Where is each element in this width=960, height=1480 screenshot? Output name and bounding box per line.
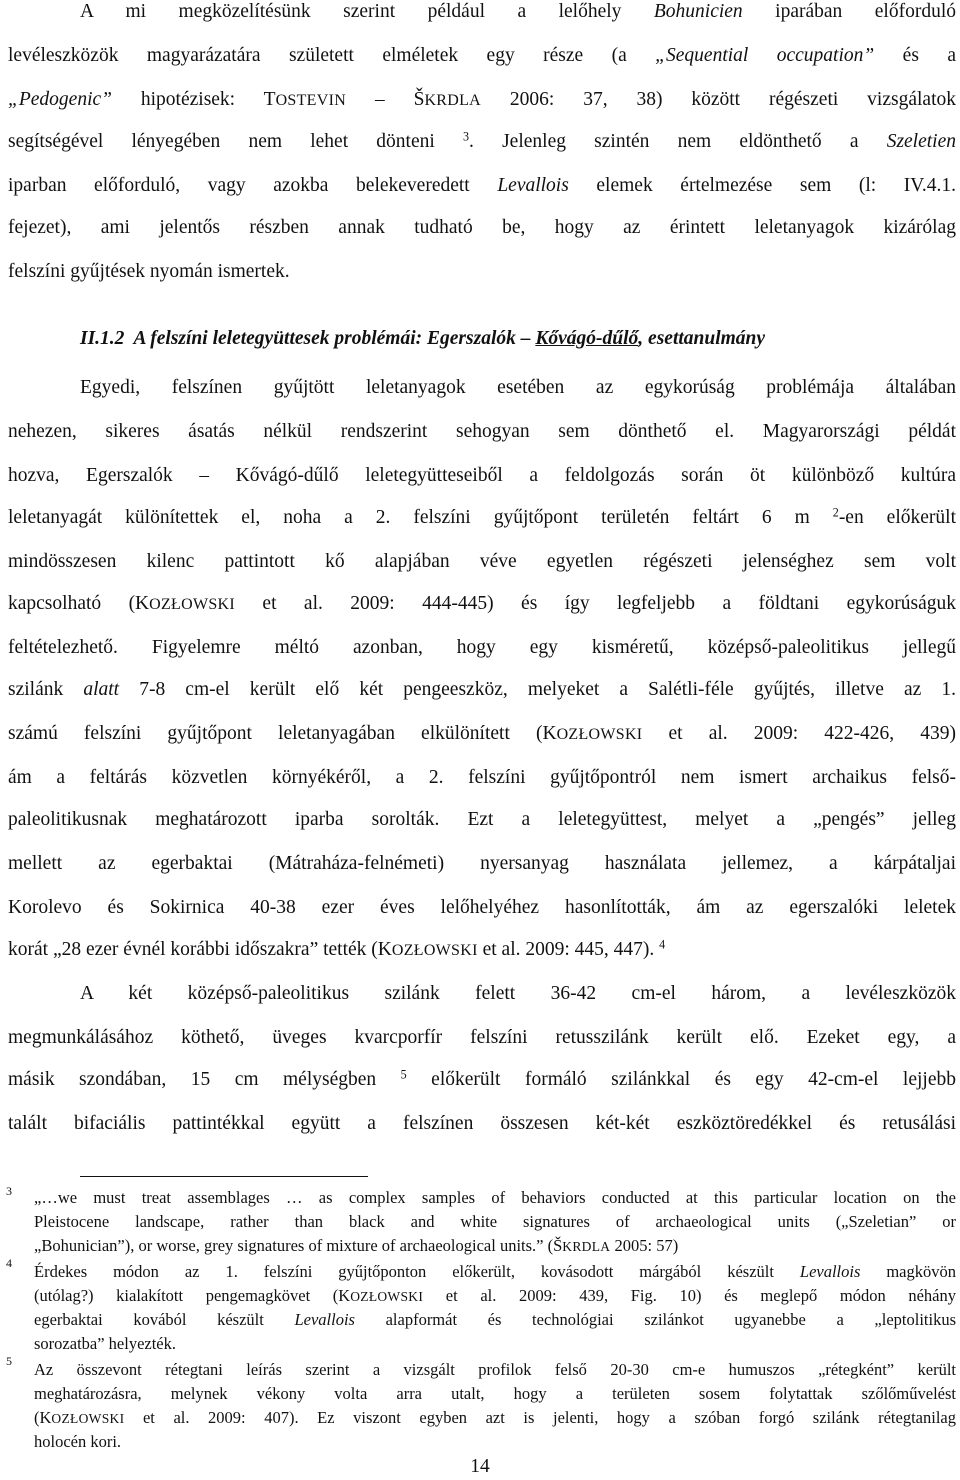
- text-line: „Pedogenic” hipotézisek: TOSTEVIN – ŠKRDLA 2006: 37, 38) között régészeti vizsgálatok: [8, 89, 956, 110]
- footnote-line: (KOZŁOWSKI et al. 2009: 407). Ez viszont egyben azt is jelenti, hogy a szóban forgó szilánk rétegtanilag: [34, 1408, 956, 1427]
- footnote-line: Az összevont rétegtani leírás szerint a vizsgált profilok felső 20-30 cm-e humuszos „rétegként” került: [34, 1360, 956, 1379]
- footnote-line: „…we must treat assemblages … as complex samples of behaviors conducted at this particular location on the: [34, 1188, 956, 1207]
- text-line: fejezet), ami jelentős részben annak tudható be, hogy az érintett leletanyagok kizárólag: [8, 217, 956, 238]
- footnote-number: 3: [6, 1184, 12, 1198]
- footnote-line: egerbaktai kovából készült Levallois alapformát és technológiai szilánkot ugyanebbe a „leptolitikus: [34, 1310, 957, 1329]
- text-line: mindösszesen kilenc pattintott kő alapjában véve egyetlen régészeti jelenséghez sem volt: [8, 551, 956, 572]
- footnote-line: (utólag?) kialakított pengemagkövet (KOZŁOWSKI et al. 2009: 439, Fig. 10) és meglepő módon néhány: [34, 1286, 956, 1305]
- section-title-part: , esettanulmány: [638, 328, 766, 349]
- text-line: számú felszíni gyűjtőpont leletanyagában elkülönített (KOZŁOWSKI et al. 2009: 422-426, 439): [8, 723, 956, 744]
- footnote-divider: [80, 1176, 368, 1177]
- footnote-line: „Bohunician”), or worse, grey signatures of mixture of archaeological units.” (ŠKRDLA 2005: 57): [34, 1236, 679, 1255]
- footnote-line: meghatározásra, melynek vékony volta arra utalt, hogy a területen sosem folytattak szőlőművelést: [34, 1384, 956, 1403]
- text-line: korát „28 ezer évnél korábbi időszakra” tették (KOZŁOWSKI et al. 2009: 445, 447). $^4$: [8, 937, 666, 960]
- footnote-number: 5: [6, 1354, 12, 1368]
- text-line: A mi megközelítésünk szerint például a lelőhely Bohunicien iparában előforduló: [80, 1, 956, 22]
- text-line: leletanyagát különítettek el, noha a 2. felszíni gyűjtőpont területén feltárt 6 m $^2$-en előkerült: [8, 505, 956, 528]
- section-number: II.1.2: [80, 328, 125, 349]
- text-line: A két középső-paleolitikus szilánk felett 36-42 cm-el három, a levéleszközök: [80, 983, 956, 1004]
- section-title-part: A felszíni leletegyüttesek problémái: Egerszalók –: [133, 328, 536, 349]
- footnote-line: Pleistocene landscape, rather than black and white signatures of archaeological units („Szeletian” or: [34, 1212, 956, 1231]
- page-number: 14: [470, 1456, 490, 1477]
- text-line: segítségével lényegében nem lehet dönteni $^3$. Jelenleg szintén nem eldönthető a Szeletien: [8, 129, 956, 152]
- text-line: paleolitikusnak meghatározott iparba sorolták. Ezt a leletegyüttest, melyet a „pengés” jelleg: [8, 809, 956, 830]
- text-line: másik szondában, 15 cm mélységben $^5$ előkerült formáló szilánkkal és egy 42-cm-el lejjebb: [8, 1067, 956, 1090]
- footnote-line: holocén kori.: [34, 1432, 122, 1451]
- footnote-line: sorozatba” helyezték.: [34, 1334, 177, 1353]
- text-line: mellett az egerbaktai (Mátraháza-felnémeti) nyersanyag használata jellemez, a kárpátaljai: [8, 853, 956, 874]
- text-line: levéleszközök magyarázatára született elméletek egy része (a „Sequential occupation” és a: [8, 45, 956, 66]
- section-title-place: Kővágó-dűlő: [535, 328, 639, 349]
- text-line: ám a feltárás közvetlen környékéről, a 2. felszíni gyűjtőpontról nem ismert archaikus felső-: [8, 767, 956, 788]
- section-heading: [80, 328, 956, 350]
- text-line: Egyedi, felszínen gyűjtött leletanyagok esetében az egykorúság problémája általában: [80, 377, 956, 398]
- text-line: Korolevo és Sokirnica 40-38 ezer éves lelőhelyéhez hasonlították, ám az egerszalóki leletek: [8, 897, 956, 918]
- text-line: iparban előforduló, vagy azokba belekeveredett Levallois elemek értelmezése sem (l: IV.4.1.: [8, 175, 956, 196]
- text-line: felszíni gyűjtések nyomán ismertek.: [8, 261, 290, 282]
- text-line: megmunkálásához köthető, üveges kvarcporfír felszíni retusszilánk került elő. Ezeket egy, a: [8, 1027, 956, 1048]
- text-line: nehezen, sikeres ásatás nélkül rendszerint sehogyan sem dönthető el. Magyarországi példát: [8, 421, 956, 442]
- footnote-line: Érdekes módon az 1. felszíni gyűjtőponton előkerült, kovásodott márgából készült Levallois magkövön: [34, 1262, 956, 1281]
- text-line: szilánk alatt 7-8 cm-el került elő két pengeeszköz, melyeket a Salétli-féle gyűjtés, illetve az 1.: [8, 679, 956, 700]
- footnote-number: 4: [6, 1256, 12, 1270]
- text-line: hozva, Egerszalók – Kővágó-dűlő leletegyütteseiből a feldolgozás során öt különböző kultúra: [8, 465, 956, 486]
- text-line: feltételezhető. Figyelemre méltó azonban, hogy egy kisméretű, középső-paleolitikus jellegű: [8, 637, 956, 658]
- text-line: talált bifaciális pattintékkal együtt a felszínen összesen két-két eszköztöredékkel és retusálási: [8, 1113, 956, 1134]
- text-line: kapcsolható (KOZŁOWSKI et al. 2009: 444-445) és így legfeljebb a földtani egykorúságuk: [8, 593, 956, 614]
